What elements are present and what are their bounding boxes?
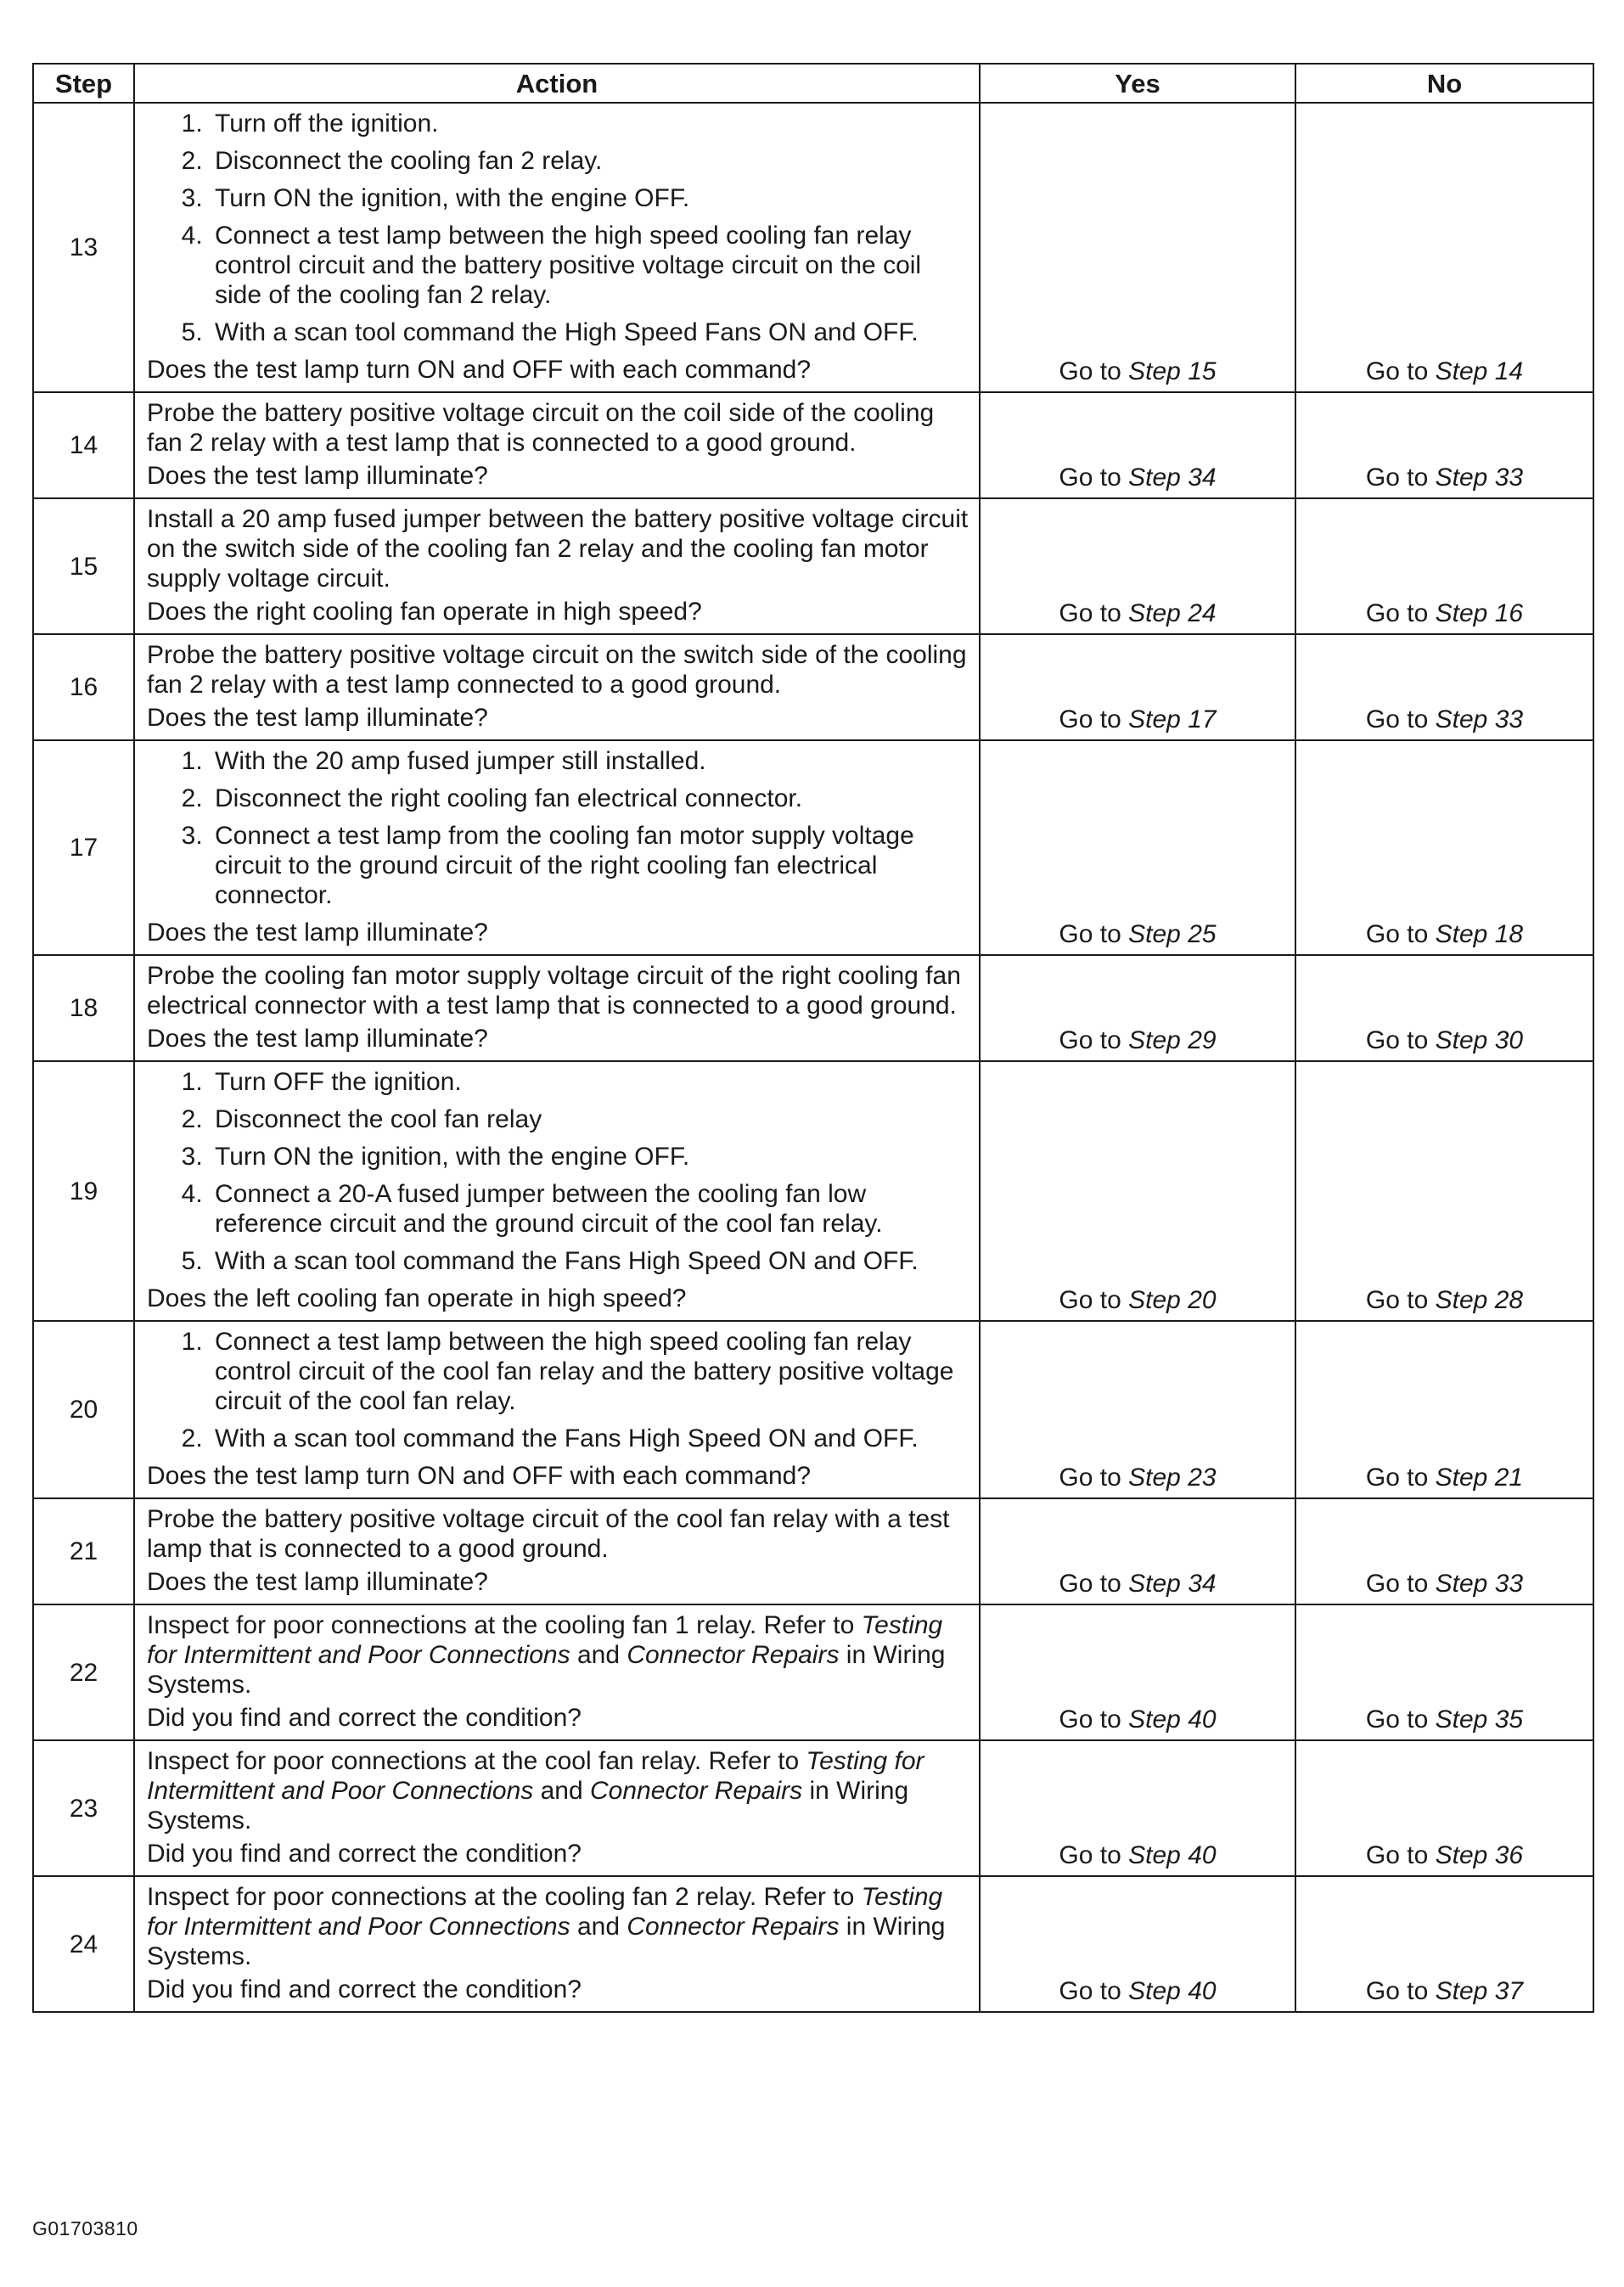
action-step-item: 1. With the 20 amp fused jumper still installed. [210, 746, 970, 776]
header-step: Step [33, 64, 134, 103]
yes-result [980, 498, 1295, 634]
action-steps-list [147, 746, 970, 910]
go-to-prefix: Go to [1365, 1286, 1436, 1314]
instruction-text: Install a 20 amp fused jumper between the battery positive voltage circuit on the switch side of the cooling fan 2 relay and the cooling fan motor supply voltage circuit. [147, 505, 969, 593]
action-cell [134, 392, 980, 498]
table-row [33, 1740, 1593, 1876]
action-instruction [147, 1882, 970, 1971]
action-step-item: 4. Connect a 20-A fused jumper between the cooling fan low reference circuit and the ground circuit of the cool fan relay. [210, 1179, 970, 1239]
action-step-item: 3. Turn ON the ignition, with the engine OFF. [210, 183, 970, 213]
step-reference: Step 40 [1128, 1841, 1217, 1869]
step-number: 23 [33, 1740, 134, 1876]
go-to-prefix: Go to [1059, 1570, 1129, 1598]
header-row [33, 64, 1593, 103]
no-result [1295, 1061, 1593, 1321]
go-to-prefix: Go to [1059, 1286, 1129, 1314]
action-question: Did you find and correct the condition? [147, 1840, 582, 1868]
no-result [1295, 955, 1593, 1061]
action-instruction [147, 961, 970, 1020]
instruction-text: in Wiring Systems. [147, 1777, 909, 1835]
action-step-item: 2. Disconnect the cooling fan 2 relay. [210, 146, 970, 176]
step-reference: Step 17 [1128, 705, 1217, 733]
no-result [1295, 740, 1593, 955]
no-result [1295, 1876, 1593, 2012]
go-to-prefix: Go to [1365, 599, 1436, 627]
action-question: Did you find and correct the condition? [147, 1975, 582, 2003]
step-number: 17 [33, 740, 134, 955]
action-step-item: 5. With a scan tool command the Fans High Speed ON and OFF. [210, 1246, 970, 1276]
action-step-item: 5. With a scan tool command the High Speed Fans ON and OFF. [210, 317, 970, 347]
action-steps-list [147, 109, 970, 347]
step-number: 13 [33, 103, 134, 392]
step-reference: Step 15 [1128, 357, 1217, 385]
action-cell [134, 1604, 980, 1740]
step-reference: Step 24 [1128, 599, 1217, 627]
step-number: 24 [33, 1876, 134, 2012]
yes-result [980, 1740, 1295, 1876]
go-to-prefix: Go to [1059, 1464, 1129, 1492]
step-reference: Step 40 [1128, 1705, 1217, 1734]
no-result [1295, 1740, 1593, 1876]
header-yes: Yes [980, 64, 1295, 103]
action-question: Does the test lamp illuminate? [147, 704, 488, 732]
step-number: 22 [33, 1604, 134, 1740]
step-reference: Step 21 [1435, 1464, 1524, 1492]
go-to-prefix: Go to [1365, 1705, 1436, 1734]
action-question: Does the right cooling fan operate in high speed? [147, 598, 702, 626]
go-to-prefix: Go to [1365, 705, 1436, 733]
go-to-prefix: Go to [1365, 1026, 1436, 1054]
go-to-prefix: Go to [1365, 1464, 1436, 1492]
reference-title: Testing for Intermittent and Poor Connections [147, 1747, 924, 1805]
header-action: Action [134, 64, 980, 103]
instruction-text: and [570, 1641, 627, 1669]
yes-result [980, 1604, 1295, 1740]
action-cell [134, 955, 980, 1061]
reference-title: Testing for Intermittent and Poor Connections [147, 1611, 943, 1669]
action-step-item: 4. Connect a test lamp between the high speed cooling fan relay control circuit and the battery positive voltage circuit on the coil side of the cooling fan 2 relay. [210, 221, 970, 310]
step-number: 18 [33, 955, 134, 1061]
instruction-text: in Wiring Systems. [147, 1913, 946, 1970]
action-step-item: 2. With a scan tool command the Fans High Speed ON and OFF. [210, 1424, 970, 1453]
action-step-item: 1. Connect a test lamp between the high speed cooling fan relay control circuit of the cool fan relay and the battery positive voltage circuit of the cool fan relay. [210, 1327, 970, 1416]
yes-result [980, 955, 1295, 1061]
action-instruction [147, 1610, 970, 1700]
instruction-text: Probe the battery positive voltage circuit on the switch side of the cooling fan 2 relay with a test lamp connected to a good ground. [147, 641, 967, 699]
table-row [33, 498, 1593, 634]
step-number: 14 [33, 392, 134, 498]
yes-result [980, 392, 1295, 498]
action-question: Does the left cooling fan operate in high speed? [147, 1284, 687, 1312]
step-reference: Step 40 [1128, 1977, 1217, 2005]
no-result [1295, 392, 1593, 498]
action-question: Does the test lamp illuminate? [147, 1568, 488, 1596]
action-cell [134, 1321, 980, 1498]
diagnostic-table [32, 63, 1594, 2013]
go-to-prefix: Go to [1059, 705, 1129, 733]
step-reference: Step 33 [1435, 1570, 1524, 1598]
yes-result [980, 1876, 1295, 2012]
action-question: Did you find and correct the condition? [147, 1704, 582, 1732]
go-to-prefix: Go to [1059, 1841, 1129, 1869]
action-cell [134, 634, 980, 740]
table-row [33, 634, 1593, 740]
instruction-text: Inspect for poor connections at the cooling fan 1 relay. Refer to [147, 1611, 862, 1639]
go-to-prefix: Go to [1059, 1026, 1129, 1054]
instruction-text: in Wiring Systems. [147, 1641, 946, 1699]
instruction-text: Inspect for poor connections at the cool fan relay. Refer to [147, 1747, 806, 1775]
no-result [1295, 103, 1593, 392]
yes-result [980, 103, 1295, 392]
step-reference: Step 29 [1128, 1026, 1217, 1054]
action-instruction [147, 504, 970, 593]
go-to-prefix: Go to [1365, 920, 1436, 948]
action-cell [134, 1498, 980, 1604]
table-row [33, 740, 1593, 955]
step-number: 20 [33, 1321, 134, 1498]
step-number: 21 [33, 1498, 134, 1604]
action-question: Does the test lamp illuminate? [147, 1025, 488, 1053]
table-row [33, 392, 1593, 498]
action-question: Does the test lamp illuminate? [147, 462, 488, 490]
go-to-prefix: Go to [1059, 599, 1129, 627]
yes-result [980, 634, 1295, 740]
action-cell [134, 1876, 980, 2012]
figure-id: G01703810 [32, 2217, 138, 2239]
table-row [33, 1876, 1593, 2012]
step-reference: Step 14 [1435, 357, 1524, 385]
no-result [1295, 634, 1593, 740]
action-question: Does the test lamp illuminate? [147, 919, 488, 947]
action-question: Does the test lamp turn ON and OFF with each command? [147, 356, 812, 384]
action-steps-list [147, 1327, 970, 1453]
table-row [33, 1604, 1593, 1740]
action-instruction [147, 398, 970, 458]
no-result [1295, 1498, 1593, 1604]
go-to-prefix: Go to [1059, 920, 1129, 948]
step-reference: Step 37 [1435, 1977, 1524, 2005]
action-cell [134, 103, 980, 392]
instruction-text: Inspect for poor connections at the cooling fan 2 relay. Refer to [147, 1883, 862, 1911]
table-row [33, 1061, 1593, 1321]
go-to-prefix: Go to [1059, 464, 1129, 492]
action-instruction [147, 1746, 970, 1835]
step-reference: Step 25 [1128, 920, 1217, 948]
go-to-prefix: Go to [1365, 1841, 1436, 1869]
step-number: 15 [33, 498, 134, 634]
step-reference: Step 20 [1128, 1286, 1217, 1314]
header-no: No [1295, 64, 1593, 103]
action-step-item: 1. Turn off the ignition. [210, 109, 970, 138]
reference-title: Testing for Intermittent and Poor Connections [147, 1883, 943, 1941]
action-step-item: 3. Connect a test lamp from the cooling fan motor supply voltage circuit to the ground circuit of the right cooling fan electrical connector. [210, 821, 970, 910]
step-reference: Step 34 [1128, 464, 1217, 492]
step-reference: Step 23 [1128, 1464, 1217, 1492]
table-body [33, 103, 1593, 2012]
step-reference: Step 33 [1435, 464, 1524, 492]
table-row [33, 1321, 1593, 1498]
step-reference: Step 16 [1435, 599, 1524, 627]
step-reference: Step 28 [1435, 1286, 1524, 1314]
step-number: 16 [33, 634, 134, 740]
go-to-prefix: Go to [1365, 1570, 1436, 1598]
reference-title: Connector Repairs [627, 1913, 840, 1941]
reference-title: Connector Repairs [590, 1777, 803, 1805]
action-step-item: 3. Turn ON the ignition, with the engine OFF. [210, 1142, 970, 1172]
step-reference: Step 33 [1435, 705, 1524, 733]
action-instruction [147, 1504, 970, 1564]
step-reference: Step 34 [1128, 1570, 1217, 1598]
yes-result [980, 1321, 1295, 1498]
action-instruction [147, 640, 970, 700]
action-question: Does the test lamp turn ON and OFF with each command? [147, 1462, 812, 1490]
table-row [33, 1498, 1593, 1604]
table-row [33, 955, 1593, 1061]
action-steps-list [147, 1067, 970, 1276]
step-reference: Step 35 [1435, 1705, 1524, 1734]
action-step-item: 2. Disconnect the cool fan relay [210, 1104, 970, 1134]
instruction-text: Probe the cooling fan motor supply voltage circuit of the right cooling fan electrical connector with a test lamp that is connected to a good ground. [147, 962, 961, 1020]
instruction-text: and [533, 1777, 590, 1805]
action-step-item: 1. Turn OFF the ignition. [210, 1067, 970, 1097]
instruction-text: Probe the battery positive voltage circuit of the cool fan relay with a test lamp that is connected to a good ground. [147, 1505, 950, 1563]
step-reference: Step 30 [1435, 1026, 1524, 1054]
action-cell [134, 498, 980, 634]
go-to-prefix: Go to [1365, 357, 1436, 385]
instruction-text: and [570, 1913, 627, 1941]
table-row [33, 103, 1593, 392]
step-number: 19 [33, 1061, 134, 1321]
action-cell [134, 1061, 980, 1321]
instruction-text: Probe the battery positive voltage circuit on the coil side of the cooling fan 2 relay with a test lamp that is connected to a good ground. [147, 399, 935, 457]
yes-result [980, 740, 1295, 955]
reference-title: Connector Repairs [627, 1641, 840, 1669]
yes-result [980, 1061, 1295, 1321]
no-result [1295, 498, 1593, 634]
go-to-prefix: Go to [1365, 464, 1436, 492]
go-to-prefix: Go to [1365, 1977, 1436, 2005]
action-cell [134, 740, 980, 955]
go-to-prefix: Go to [1059, 357, 1129, 385]
go-to-prefix: Go to [1059, 1977, 1129, 2005]
yes-result [980, 1498, 1295, 1604]
no-result [1295, 1321, 1593, 1498]
step-reference: Step 18 [1435, 920, 1524, 948]
action-cell [134, 1740, 980, 1876]
action-step-item: 2. Disconnect the right cooling fan electrical connector. [210, 784, 970, 813]
no-result [1295, 1604, 1593, 1740]
step-reference: Step 36 [1435, 1841, 1524, 1869]
go-to-prefix: Go to [1059, 1705, 1129, 1734]
